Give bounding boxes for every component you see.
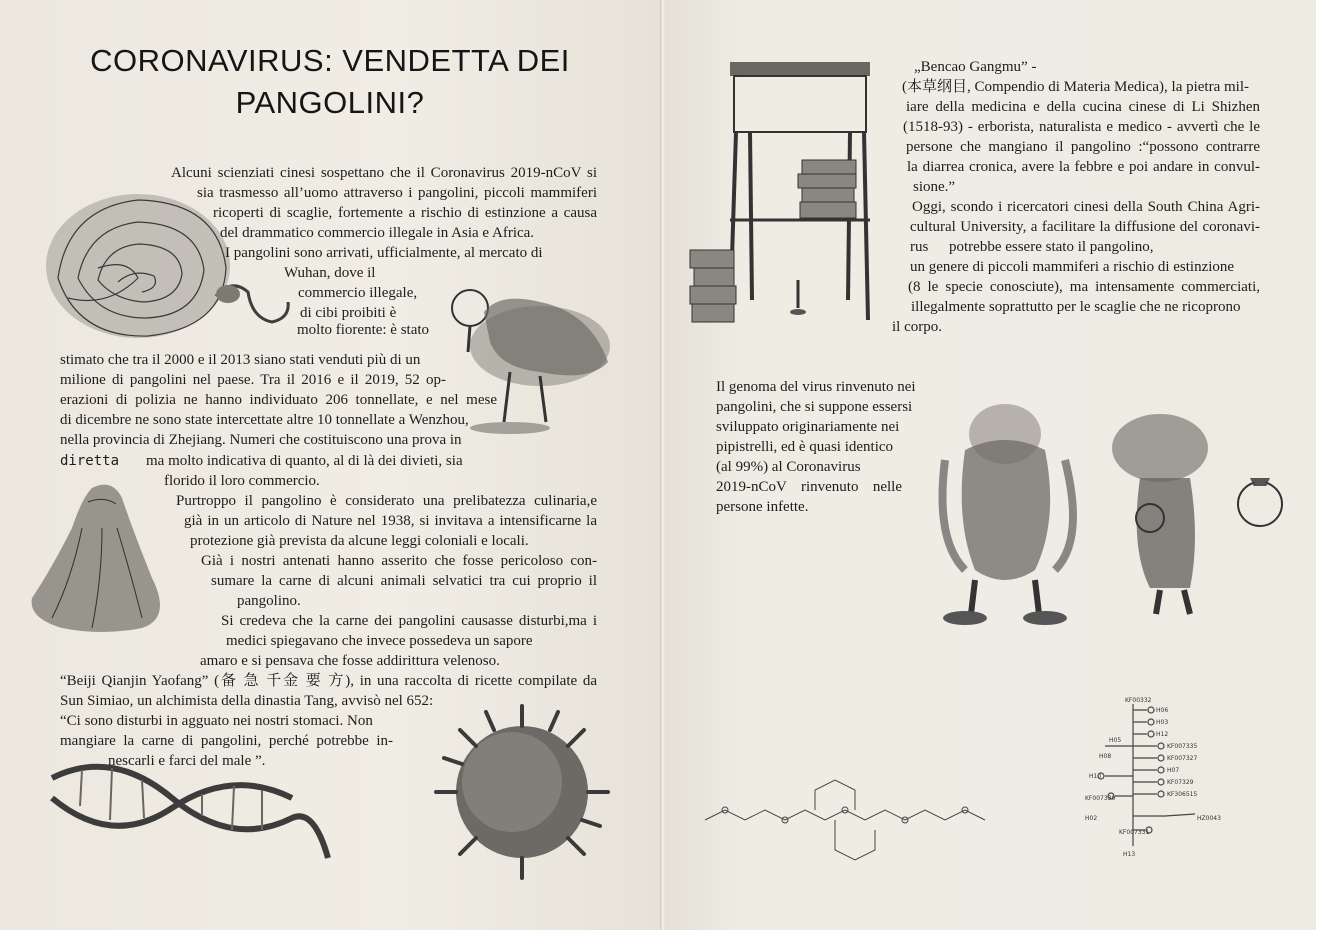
genome-line: 2019-nCoV rinvenuto nelle xyxy=(716,479,902,495)
text-line: persone che mangiano il pangolino :“possono contrarre xyxy=(906,139,1260,155)
text-line: commercio illegale, xyxy=(298,285,418,301)
text-line: Sun Simiao, un alchimista della dinastia Tang, avvisò nel 652: xyxy=(60,693,434,709)
text-line: (1518-93) - erborista, naturalista e medico - avvertì che le xyxy=(903,119,1260,135)
text-line: potrebbe essere stato il pangolino, xyxy=(949,239,1154,255)
bearded-wizard-illustration xyxy=(22,468,172,638)
text-line: Già i nostri antenati hanno asserito che fosse pericoloso con- xyxy=(201,553,597,569)
text-line: iare della medicina e della cucina cinese di Li Shizhen xyxy=(906,99,1260,115)
text-line: Oggi, scondo i ricercatori cinesi della South China Agri- xyxy=(912,199,1260,215)
tree-label: KF306515 xyxy=(1167,791,1198,798)
genome-line: persone infette. xyxy=(716,499,809,515)
tree-label: KF007335 xyxy=(1167,743,1198,750)
tree-label: H13 xyxy=(1123,851,1136,858)
text-line: medici spiegavano che invece possedeva un sapore xyxy=(226,633,533,649)
text-line: milione di pangolini nel paese. Tra il 2016 e il 2019, 52 op- xyxy=(60,372,446,388)
title-line-1: CORONAVIRUS: VENDETTA DEI xyxy=(90,43,570,78)
text-line: erazioni di polizia ne hanno individuato 206 tonnellate, e nel mese xyxy=(60,392,497,408)
text-line: amaro e si pensava che fosse addirittura velenoso. xyxy=(200,653,500,669)
title-line-2: PANGOLINI? xyxy=(235,85,425,120)
tree-label: KF007331 xyxy=(1119,829,1150,836)
left-page xyxy=(0,0,662,930)
text-line: Purtroppo il pangolino è considerato una prelibatezza culinaria,e xyxy=(176,493,597,509)
tree-label: H10 xyxy=(1089,773,1102,780)
text-line: illegalmente soprattutto per le scaglie che ne ricoprono xyxy=(911,299,1241,315)
text-line: del drammatico commercio illegale in Asia e Africa. xyxy=(220,225,535,241)
phylogenetic-tree-diagram xyxy=(1085,696,1245,866)
tree-label: H02 xyxy=(1085,815,1098,822)
text-line: (8 le specie conosciute), ma intensamente commerciati, xyxy=(908,279,1260,295)
text-line: ma molto indicativa di quanto, al di là dei divieti, sia xyxy=(146,453,463,469)
tree-label: H03 xyxy=(1156,719,1169,726)
page-title xyxy=(60,40,600,124)
text-line: di cibi proibiti è xyxy=(300,305,397,321)
desk-with-books-illustration xyxy=(690,50,900,330)
text-line: sumare la carne di alcuni animali selvatici tra cui proprio il xyxy=(211,573,597,589)
genome-line: Il genoma del virus rinvenuto nei xyxy=(716,379,916,395)
text-line: nescarli e farci del male ”. xyxy=(108,753,266,769)
text-line: di dicembre ne sono state intercettate altre 10 tonnellate a Wenzhou, xyxy=(60,412,469,428)
virus-illustration xyxy=(432,700,612,885)
text-line: “Ci sono disturbi in agguato nei nostri stomaci. Non xyxy=(60,713,373,729)
genome-line: sviluppato originariamente nei xyxy=(716,419,900,435)
molecule-diagram xyxy=(695,770,995,870)
tree-label: KF007330 xyxy=(1085,795,1116,802)
text-line: I pangolini sono arrivati, ufficialmente, al mercato di xyxy=(225,245,543,261)
text-line: (本草纲目, Compendio di Materia Medica), la pietra mil- xyxy=(902,79,1249,95)
bearded-old-man-illustration xyxy=(935,400,1085,630)
genome-line: (al 99%) al Coronavirus xyxy=(716,459,861,475)
text-line: nella provincia di Zhejiang. Numeri che costituiscono una prova in xyxy=(60,432,462,448)
troll-with-flask-illustration xyxy=(1100,408,1300,628)
text-line: „Bencao Gangmu” - xyxy=(914,59,1037,75)
text-line: protezione già prevista da alcune leggi coloniali e locali. xyxy=(190,533,529,549)
tree-label: H05 xyxy=(1109,737,1122,744)
text-line: già in un articolo di Nature nel 1938, si invitava a intensificarne la xyxy=(184,513,597,529)
text-line: ricoperti di scaglie, fortemente a rischio di estinzione a causa xyxy=(213,205,597,221)
text-line: sia trasmesso all’uomo attraverso i pangolini, piccoli mammiferi xyxy=(197,185,597,201)
text-line: Alcuni scienziati cinesi sospettano che il Coronavirus 2019-nCoV si xyxy=(171,165,597,181)
tail-sketch xyxy=(212,278,292,334)
text-line: mangiare la carne di pangolini, perché potrebbe in- xyxy=(60,733,393,749)
text-line: cultural University, a facilitare la diffusione del coronavi- xyxy=(910,219,1260,235)
text-line: Si credeva che la carne dei pangolini causasse disturbi,ma i xyxy=(221,613,597,629)
text-line: un genere di piccoli mammiferi a rischio di estinzione xyxy=(910,259,1235,275)
text-line: Wuhan, dove il xyxy=(284,265,376,281)
genome-line: pipistrelli, ed è quasi identico xyxy=(716,439,894,455)
tree-label: HZ0043 xyxy=(1197,815,1221,822)
tree-label: KF007327 xyxy=(1167,755,1198,762)
text-line: “Beiji Qianjin Yaofang” (备 急 千金 要 方), in una raccolta di ricette compilate da xyxy=(60,673,597,689)
text-line: sione.” xyxy=(913,179,956,195)
tree-label: KF07329 xyxy=(1167,779,1194,786)
right-page xyxy=(665,0,1316,930)
text-line: rus xyxy=(910,239,929,255)
text-line: florido il loro commercio. xyxy=(164,473,320,489)
dna-helix-illustration xyxy=(52,758,332,868)
text-line: diretta xyxy=(60,453,120,469)
tree-label: H08 xyxy=(1099,753,1112,760)
tree-label: H07 xyxy=(1167,767,1180,774)
tree-label: KF00332 xyxy=(1125,697,1152,704)
text-line: stimato che tra il 2000 e il 2013 siano stati venduti più di un xyxy=(60,352,421,368)
tree-label: H12 xyxy=(1156,731,1169,738)
genome-line: pangolini, che si suppone essersi xyxy=(716,399,913,415)
pangolin-illustration xyxy=(38,188,238,348)
text-line: il corpo. xyxy=(892,319,942,335)
text-line: molto fiorente: è stato xyxy=(297,322,430,338)
tree-label: H06 xyxy=(1156,707,1169,714)
text-line: la diarrea cronica, avere la febbre e poi andare in convul- xyxy=(907,159,1260,175)
text-line: pangolino. xyxy=(237,593,301,609)
